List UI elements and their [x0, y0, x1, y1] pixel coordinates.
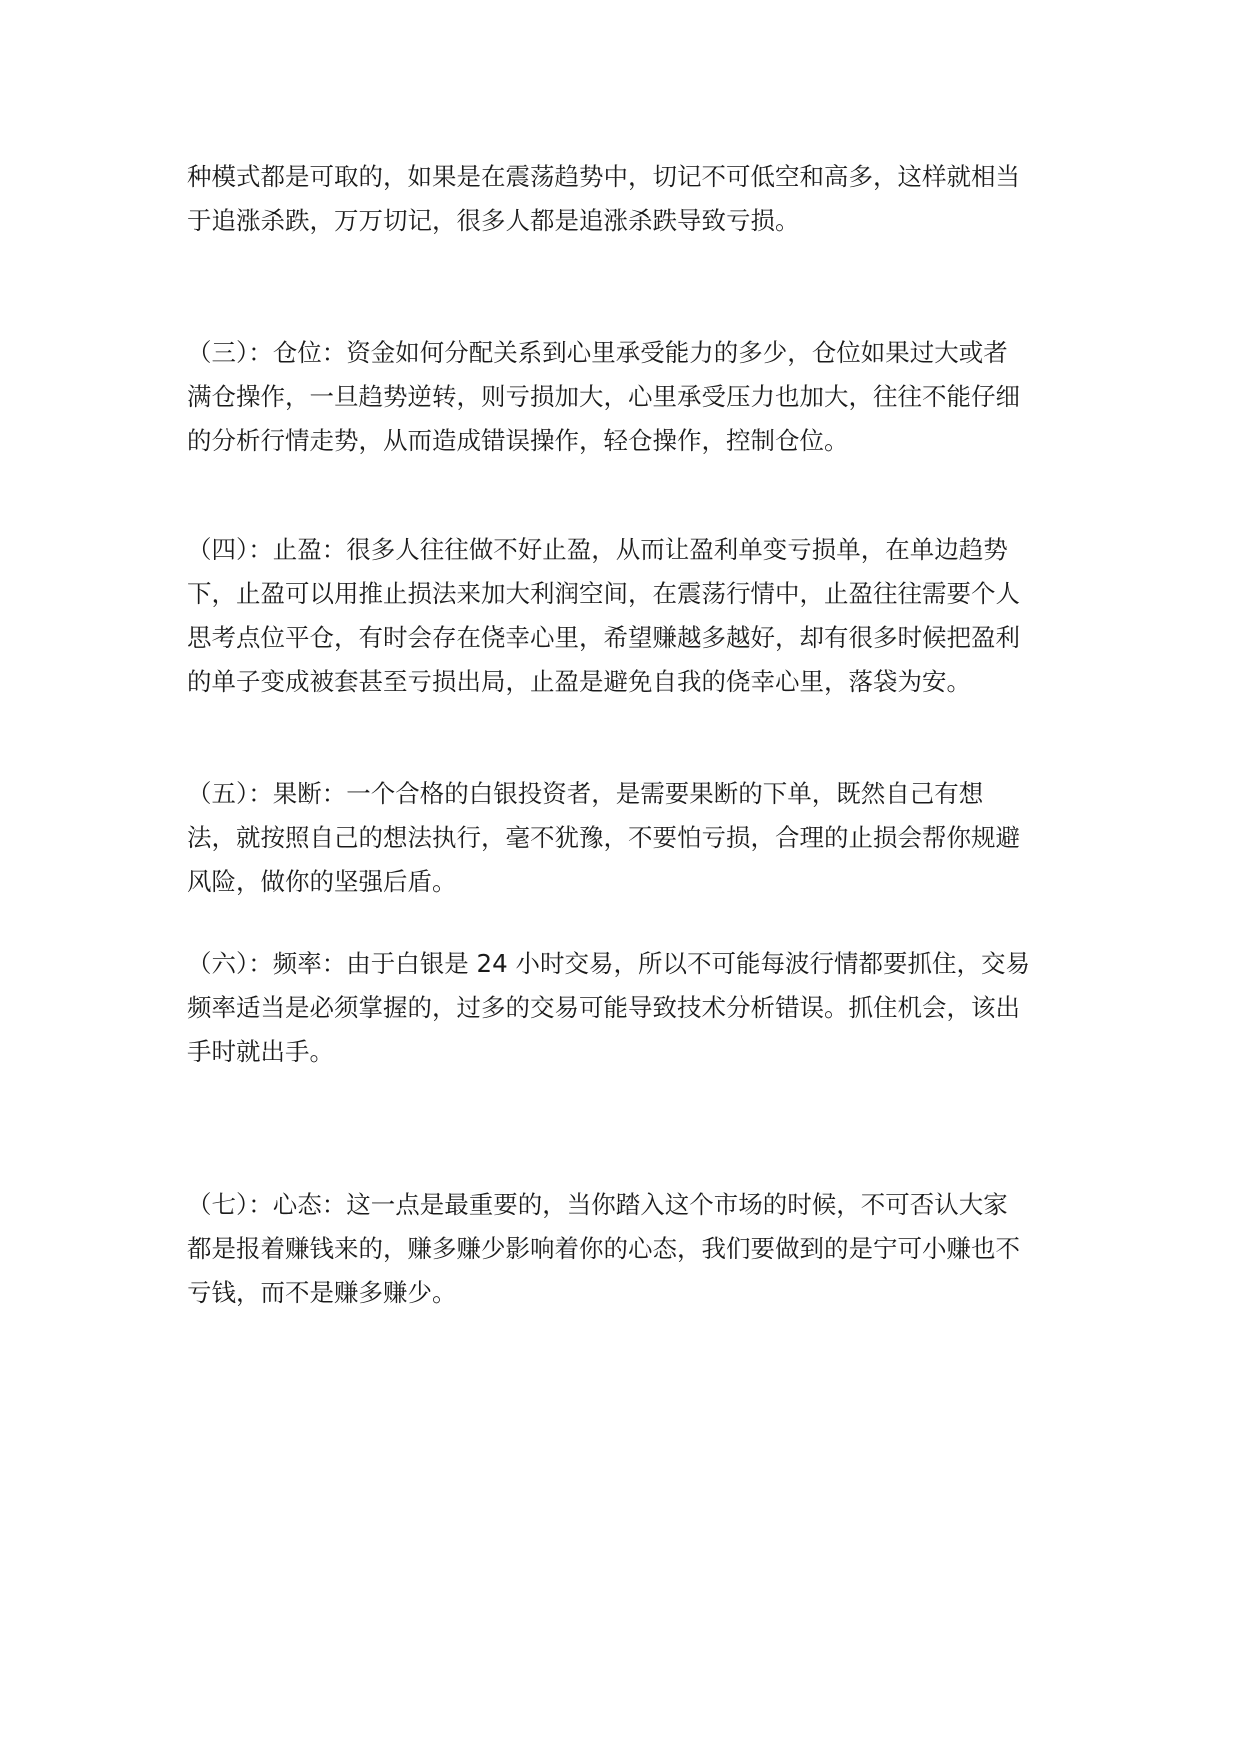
- text-line: （五）：果断：一个合格的白银投资者，是需要果断的下单，既然自己有想: [187, 779, 984, 808]
- text-line: （三）：仓位：资金如何分配关系到心里承受能力的多少，仓位如果过大或者: [187, 338, 1008, 367]
- text-line: 风险，做你的坚强后盾。: [187, 867, 457, 896]
- paragraph-mindset: [187, 1183, 1067, 1315]
- text-line: 于追涨杀跌，万万切记，很多人都是追涨杀跌导致亏损。: [187, 206, 800, 235]
- paragraph-continuation: [187, 155, 1067, 243]
- text-line: 下，止盈可以用推止损法来加大利润空间，在震荡行情中，止盈往往需要个人: [187, 579, 1020, 608]
- paragraph-frequency: [187, 942, 1067, 1074]
- text-line: 都是报着赚钱来的，赚多赚少影响着你的心态，我们要做到的是宁可小赚也不: [187, 1234, 1020, 1263]
- paragraph-position-sizing: [187, 331, 1067, 463]
- paragraph-take-profit: [187, 528, 1067, 704]
- text-line: 满仓操作，一旦趋势逆转，则亏损加大，心里承受压力也加大，往往不能仔细: [187, 382, 1020, 411]
- text-line: （六）：频率：由于白银是 24 小时交易，所以不可能每波行情都要抓住，交易: [187, 949, 1030, 978]
- text-line: （四）：止盈：很多人往往做不好止盈，从而让盈利单变亏损单，在单边趋势: [187, 535, 1008, 564]
- text-line: 种模式都是可取的，如果是在震荡趋势中，切记不可低空和高多，这样就相当: [187, 162, 1020, 191]
- text-line: 思考点位平仓，有时会存在侥幸心里，希望赚越多越好，却有很多时候把盈利: [187, 623, 1020, 652]
- text-line: （七）：心态：这一点是最重要的，当你踏入这个市场的时候，不可否认大家: [187, 1190, 1008, 1219]
- text-line: 法，就按照自己的想法执行，毫不犹豫，不要怕亏损，合理的止损会帮你规避: [187, 823, 1020, 852]
- text-line: 的分析行情走势，从而造成错误操作，轻仓操作，控制仓位。: [187, 426, 849, 455]
- text-line: 的单子变成被套甚至亏损出局，止盈是避免自我的侥幸心里，落袋为安。: [187, 667, 971, 696]
- text-line: 亏钱，而不是赚多赚少。: [187, 1278, 457, 1307]
- paragraph-decisiveness: [187, 772, 1067, 904]
- text-line: 频率适当是必须掌握的，过多的交易可能导致技术分析错误。抓住机会，该出: [187, 993, 1020, 1022]
- text-line: 手时就出手。: [187, 1037, 334, 1066]
